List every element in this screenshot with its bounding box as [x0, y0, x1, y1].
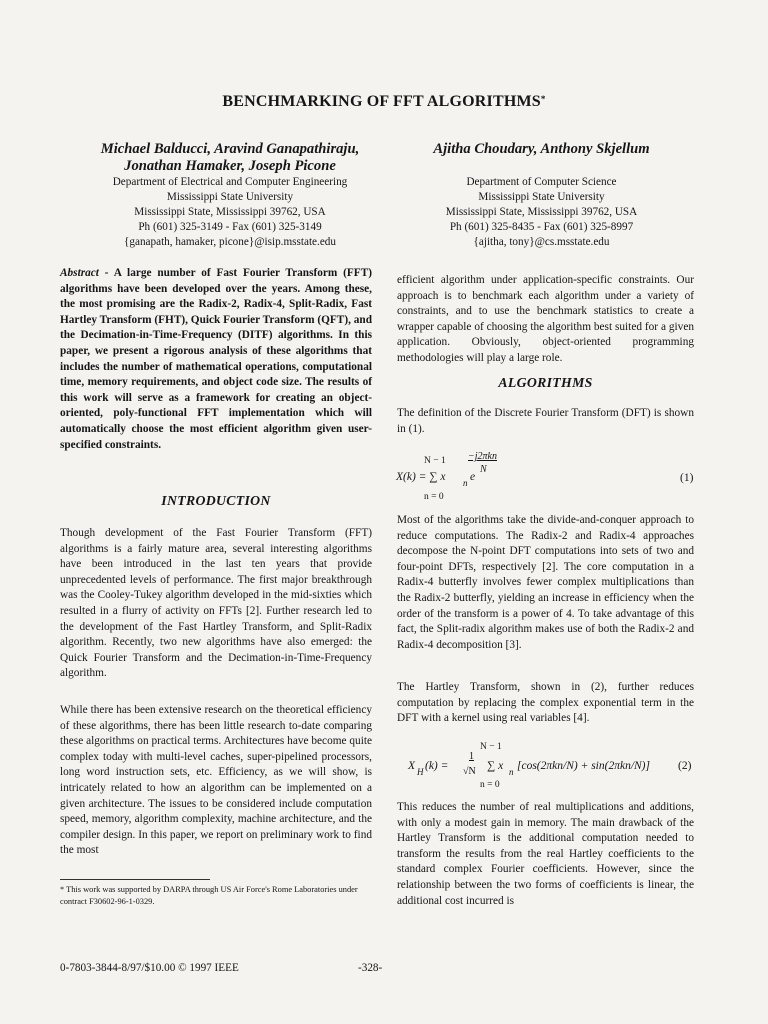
introduction-paragraph-2: While there has been extensive research on the theoretical efficiency of these algorithms, there has been little research to-date comparing these algorithms on practical terms. Architectures have become quite complex today with multi-level caches, super-pipelined processors, long word instruction sets, etc. Efficiency, as we will show, is intricately related to how an algorithm can be implemented on a given architecture. The issues to be considered include computation speed, memory, algorithm complexity, machine architecture, and the compiler design. In this paper, we report on preliminary work to find the most	[60, 704, 372, 857]
eq2-upper-limit: N − 1	[480, 742, 502, 752]
abstract-label: Abstract -	[60, 267, 109, 279]
affiliation-university: Mississippi State University	[166, 191, 294, 203]
eq1-upper-limit: N − 1	[424, 456, 446, 466]
author-names-line-2: Jonathan Hamaker, Joseph Picone	[124, 158, 336, 174]
author-names-right: Ajitha Choudary, Anthony Skjellum	[433, 141, 650, 157]
affiliation-university-right: Mississippi State University	[478, 191, 605, 203]
eq2-lower-limit: n = 0	[480, 780, 500, 790]
eq2-argument: (k) =	[425, 760, 449, 772]
equation-2-number: (2)	[678, 760, 692, 772]
eq1-exponent-numerator: −j2πkn	[468, 451, 497, 462]
equation-2	[408, 742, 668, 798]
title-footnote-mark: *	[540, 94, 546, 104]
eq2-body: [cos(2πkn/N) + sin(2πkn/N)]	[517, 760, 650, 772]
eq1-exp-base: e	[470, 471, 476, 483]
eq2-fraction-numerator: 1	[469, 751, 474, 762]
authors-block-left	[80, 141, 380, 250]
algorithms-heading: ALGORITHMS	[498, 375, 593, 390]
hartley-paragraph: The Hartley Transform, shown in (2), further reduces computation by replacing the complex exponential term in the DFT with a kernel using real variables [4].	[397, 681, 694, 725]
eq1-lhs: X(k) = ∑ x	[396, 471, 446, 483]
affiliation-phone: Ph (601) 325-3149 - Fax (601) 325-3149	[138, 221, 322, 233]
affiliation-department-right: Department of Computer Science	[466, 176, 617, 188]
equation-1-number: (1)	[680, 472, 694, 484]
hartley-drawback-paragraph: This reduces the number of real multiplications and additions, with only a modest gain in memory. The main drawback of the Hartley Transform is the additional computation needed to transform the results from the real Hartley coefficients to the standard complex Fourier coefficients. However, since the relationship between the two forms of coefficients is linear, the additional cost incurred is	[397, 801, 694, 907]
eq1-subscript: n	[463, 478, 468, 488]
eq2-subscript-h: H	[417, 767, 424, 777]
title-text: BENCHMARKING OF FFT ALGORITHMS	[222, 93, 541, 110]
introduction-heading: INTRODUCTION	[161, 493, 271, 508]
page-number: -328-	[358, 962, 383, 974]
affiliation-address-right: Mississippi State, Mississippi 39762, USA	[445, 206, 638, 218]
author-names-line-1: Michael Balducci, Aravind Ganapathiraju,	[100, 141, 360, 157]
eq2-fraction-denominator: √N	[463, 766, 476, 777]
dft-definition-paragraph: The definition of the Discrete Fourier Transform (DFT) is shown in (1).	[397, 407, 694, 435]
eq2-subscript-n: n	[509, 767, 514, 777]
eq1-exponent-denominator: N	[480, 464, 487, 475]
affiliation-phone-right: Ph (601) 325-8435 - Fax (601) 325-8997	[449, 221, 634, 233]
abstract	[60, 266, 372, 453]
affiliation-email: {ganapath, hamaker, picone}@isip.msstate.edu	[124, 236, 336, 248]
paper-title	[0, 93, 768, 111]
footnote-rule	[60, 879, 210, 880]
copyright-line: 0-7803-3844-8/97/$10.00 © 1997 IEEE	[60, 962, 239, 974]
divide-and-conquer-paragraph: Most of the algorithms take the divide-and-conquer approach to reduce computations. The Radix-2 and Radix-4 approaches decompose the N-point DFT computations into sets of two and four-point DFTs, respectively [2]. The core computation in a Radix-4 butterfly involves fewer complex multiplications than the Radix-2 butterfly, yielding an increase in efficiency when the order of the transform is a power of 4. To take advantage of this fact, the Split-radix algorithm makes use of both the Radix-2 and Radix-4 decomposition [3].	[397, 514, 694, 651]
eq1-lower-limit: n = 0	[424, 492, 444, 502]
introduction-paragraph-1: Though development of the Fast Fourier Transform (FFT) algorithms is a fairly mature area, several interesting algorithms have been introduced in the last ten years that provide unprecedented levels of performance. The first major breakthrough was the Cooley-Tukey algorithm developed in the mid-sixties which resulted in a flurry of activity on FFTs [2]. Further research led to the development of the Fast Hartley Transform, and Split-Radix algorithm. Recently, two new algorithms have also emerged: the Quick Fourier Transform and the Decimation-in-Time-Frequency algorithm.	[60, 527, 372, 680]
eq2-sum: ∑ x	[487, 760, 504, 772]
affiliation-address: Mississippi State, Mississippi 39762, USA	[134, 206, 326, 218]
equation-1	[396, 450, 600, 510]
authors-block-right	[395, 141, 688, 250]
eq2-lhs: X	[408, 760, 416, 772]
footnote: * This work was supported by DARPA through US Air Force's Rome Laboratories under contract F30602-96-1-0329.	[60, 885, 358, 906]
affiliation-department: Department of Electrical and Computer Engineering	[112, 176, 348, 188]
abstract-text: A large number of Fast Fourier Transform (FFT) algorithms have been developed over the years. Among these, the most promising are the Radix-2, Radix-4, Split-Radix, Fast Hartley Transform (FHT), Quick Fourier Transform (QFT), and the Decimation-in-Time-Frequency (DITF) algorithms. In this paper, we present a rigorous analysis of these algorithms that includes the number of mathematical operations, computational time, memory requirements, and object code size. The results of this work will serve as a framework for creating an object-oriented, poly-functional FFT implementation which will automatically choose the most efficient algorithm given user-specified constraints.	[60, 267, 372, 451]
affiliation-email-right: {ajitha, tony}@cs.msstate.edu	[473, 236, 610, 248]
right-paragraph-1: efficient algorithm under application-specific constraints. Our approach is to benchmark each algorithm under a variety of constraints, and to use the benchmark statistics to create a wrapper capable of choosing the algorithm best suited for a given application. Obviously, object-oriented programming methodologies will play a large role.	[397, 274, 694, 364]
